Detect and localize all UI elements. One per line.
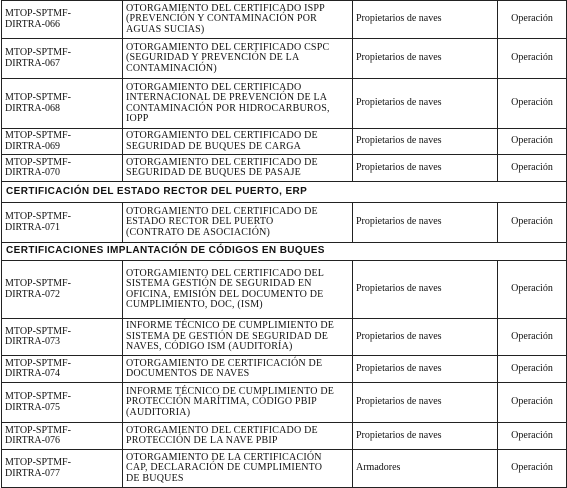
procedure-owner: Propietarios de naves <box>353 1 498 39</box>
procedure-code: MTOP-SPTMF- DIRTRA-067 <box>2 39 123 79</box>
procedure-code: MTOP-SPTMF- DIRTRA-074 <box>2 356 123 383</box>
procedure-code: MTOP-SPTMF- DIRTRA-076 <box>2 423 123 450</box>
table-row <box>2 383 567 423</box>
procedure-description: OTORGAMIENTO DEL CERTIFICADO INTERNACIONAL DE PREVENCIÓN DE LA CONTAMINACIÓN POR HIDROCARBUROS, IOPP <box>123 79 353 129</box>
table-row <box>2 1 567 39</box>
table-row <box>2 423 567 450</box>
procedure-type: Operación <box>498 155 567 182</box>
procedure-owner: Propietarios de naves <box>353 261 498 319</box>
table-row <box>2 450 567 488</box>
procedure-code: MTOP-SPTMF- DIRTRA-066 <box>2 1 123 39</box>
procedure-code: MTOP-SPTMF- DIRTRA-077 <box>2 450 123 488</box>
procedures-table <box>1 0 567 488</box>
procedure-type: Operación <box>498 1 567 39</box>
procedure-type: Operación <box>498 79 567 129</box>
procedure-owner: Propietarios de naves <box>353 203 498 243</box>
procedure-description: OTORGAMIENTO DE CERTIFICACIÓN DE DOCUMENTOS DE NAVES <box>123 356 353 383</box>
procedure-description: INFORME TÉCNICO DE CUMPLIMIENTO DE SISTEMA DE GESTIÓN DE SEGURIDAD DE NAVES, CÓDIGO ISM (AUDITORÍA) <box>123 319 353 356</box>
procedure-code: MTOP-SPTMF- DIRTRA-073 <box>2 319 123 356</box>
procedure-type: Operación <box>498 39 567 79</box>
table-row <box>2 261 567 319</box>
table-row <box>2 155 567 182</box>
procedure-type: Operación <box>498 203 567 243</box>
table-row <box>2 79 567 129</box>
procedure-owner: Propietarios de naves <box>353 383 498 423</box>
table-row <box>2 39 567 79</box>
procedure-owner: Armadores <box>353 450 498 488</box>
procedure-description: OTORGAMIENTO DEL CERTIFICADO DEL SISTEMA GESTIÓN DE SEGURIDAD EN OFICINA, EMISIÓN DEL DOCUMENTO DE CUMPLIMIENTO, DOC, (ISM) <box>123 261 353 319</box>
procedure-description: OTORGAMIENTO DEL CERTIFICADO DE SEGURIDAD DE BUQUES DE PASAJE <box>123 155 353 182</box>
procedure-type: Operación <box>498 423 567 450</box>
procedure-description: OTORGAMIENTO DEL CERTIFICADO DE PROTECCIÓN DE LA NAVE PBIP <box>123 423 353 450</box>
table-row <box>2 319 567 356</box>
procedure-type: Operación <box>498 261 567 319</box>
procedure-description: INFORME TÉCNICO DE CUMPLIMIENTO DE PROTECCIÓN MARÍTIMA, CÓDIGO PBIP (AUDITORIA) <box>123 383 353 423</box>
procedure-type: Operación <box>498 450 567 488</box>
procedure-owner: Propietarios de naves <box>353 39 498 79</box>
procedure-type: Operación <box>498 356 567 383</box>
procedure-type: Operación <box>498 319 567 356</box>
procedure-owner: Propietarios de naves <box>353 423 498 450</box>
procedure-code: MTOP-SPTMF- DIRTRA-070 <box>2 155 123 182</box>
procedure-code: MTOP-SPTMF- DIRTRA-069 <box>2 129 123 155</box>
procedure-description: OTORGAMIENTO DEL CERTIFICADO ISPP (PREVENCIÓN Y CONTAMINACIÓN POR AGUAS SUCIAS) <box>123 1 353 39</box>
section-header-row <box>2 182 567 203</box>
procedure-description: OTORGAMIENTO DEL CERTIFICADO DE SEGURIDAD DE BUQUES DE CARGA <box>123 129 353 155</box>
procedure-owner: Propietarios de naves <box>353 155 498 182</box>
procedure-code: MTOP-SPTMF- DIRTRA-071 <box>2 203 123 243</box>
procedure-owner: Propietarios de naves <box>353 356 498 383</box>
procedure-type: Operación <box>498 383 567 423</box>
procedure-owner: Propietarios de naves <box>353 79 498 129</box>
section-title-codes: CERTIFICACIONES IMPLANTACIÓN DE CÓDIGOS EN BUQUES <box>2 243 567 261</box>
procedure-code: MTOP-SPTMF- DIRTRA-068 <box>2 79 123 129</box>
procedure-description: OTORGAMIENTO DEL CERTIFICADO CSPC (SEGURIDAD Y PREVENCIÓN DE LA CONTAMINACIÓN) <box>123 39 353 79</box>
procedure-owner: Propietarios de naves <box>353 129 498 155</box>
table-row <box>2 129 567 155</box>
procedure-type: Operación <box>498 129 567 155</box>
procedure-description: OTORGAMIENTO DEL CERTIFICADO DE ESTADO RECTOR DEL PUERTO (CONTRATO DE ASOCIACIÓN) <box>123 203 353 243</box>
procedure-code: MTOP-SPTMF- DIRTRA-075 <box>2 383 123 423</box>
procedure-owner: Propietarios de naves <box>353 319 498 356</box>
procedure-code: MTOP-SPTMF- DIRTRA-072 <box>2 261 123 319</box>
procedure-description: OTORGAMIENTO DE LA CERTIFICACIÓN CAP, DECLARACIÓN DE CUMPLIMIENTO DE BUQUES <box>123 450 353 488</box>
table-row <box>2 203 567 243</box>
table-row <box>2 356 567 383</box>
section-header-row <box>2 243 567 261</box>
section-title-erp: CERTIFICACIÓN DEL ESTADO RECTOR DEL PUERTO, ERP <box>2 182 567 203</box>
